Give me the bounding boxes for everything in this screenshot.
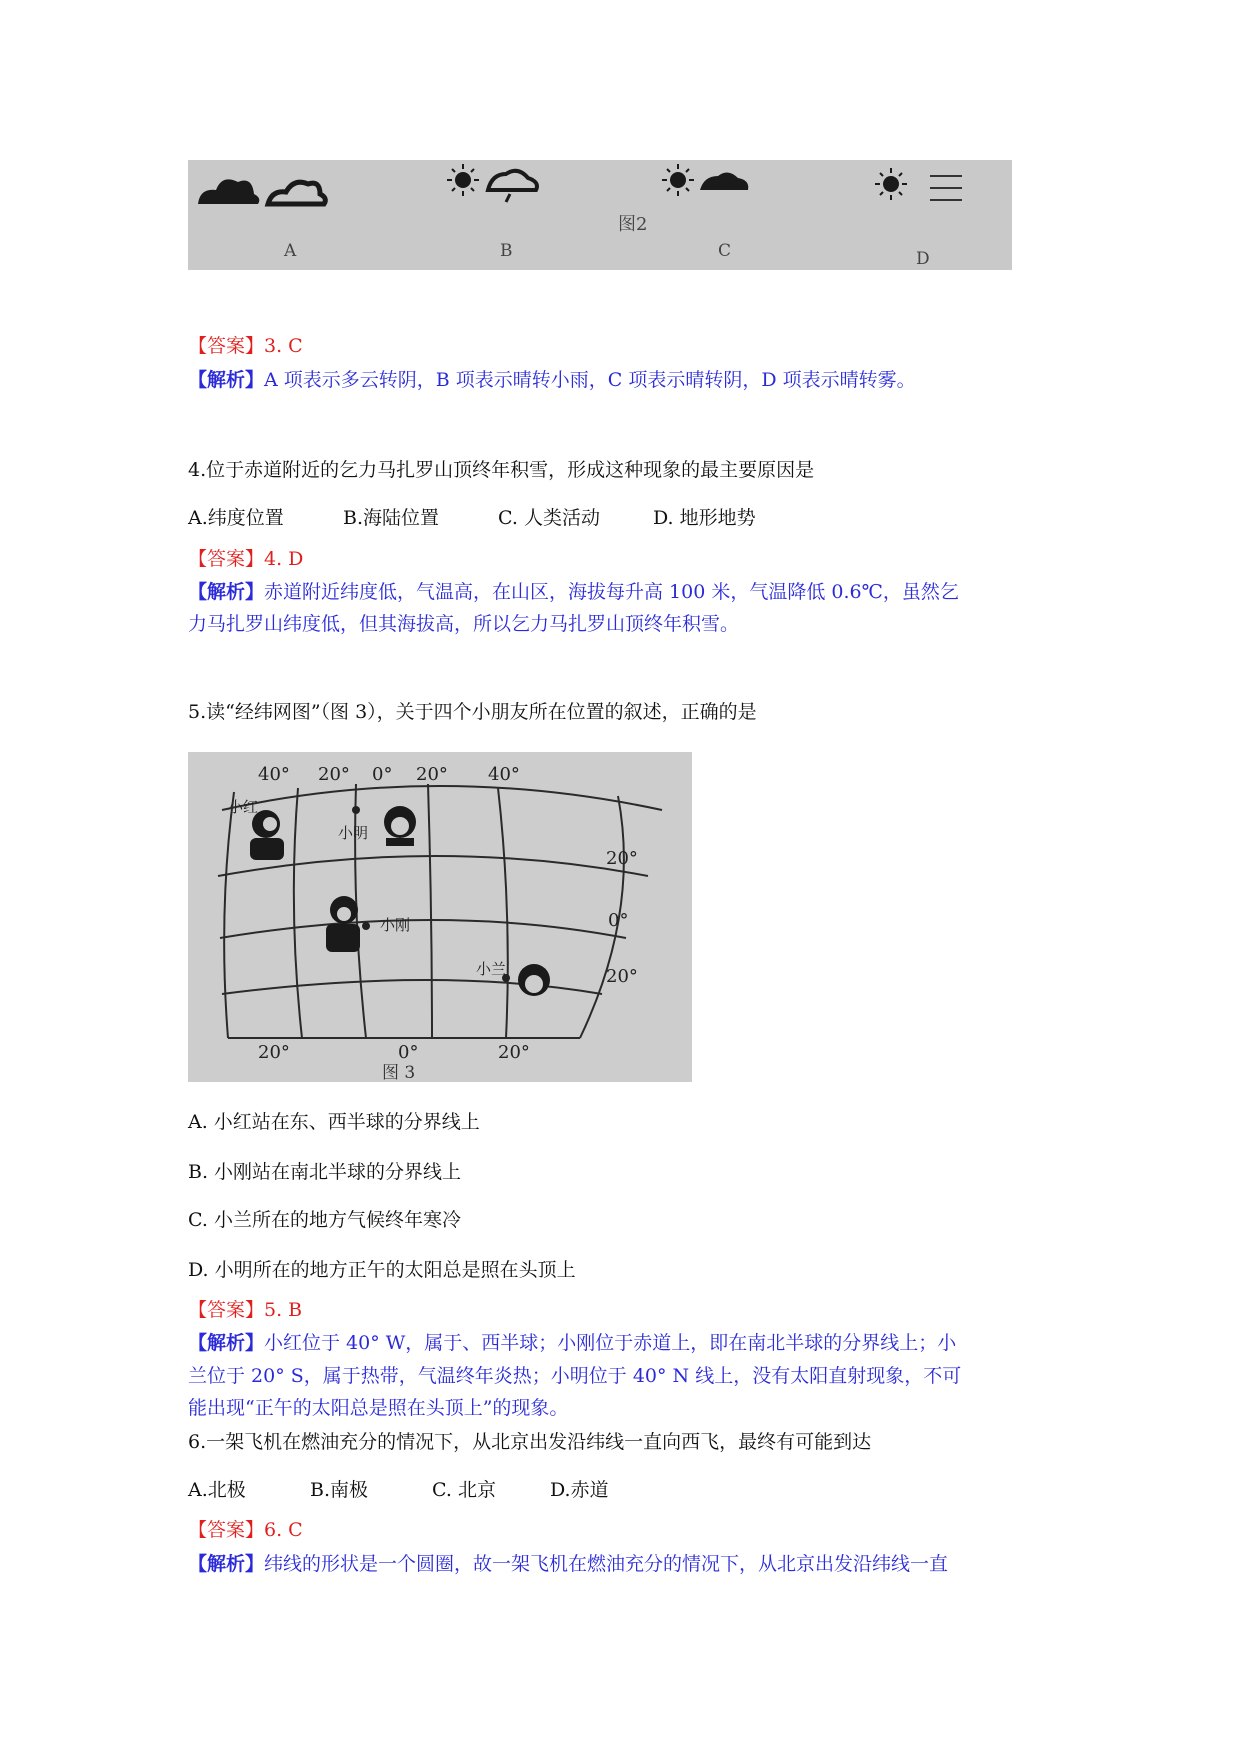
bottom-label-20e: 20° xyxy=(498,1042,530,1063)
child-xiaohong-icon xyxy=(250,810,284,860)
answer-tag: 【答案】 xyxy=(188,1519,265,1541)
child-xiaogang-icon xyxy=(326,896,370,952)
figure-2-weather-symbols xyxy=(188,160,1012,270)
answer-value: 4. D xyxy=(264,548,304,570)
q4-option-c: C. 人类活动 xyxy=(498,507,600,529)
q4-option-d: D. 地形地势 xyxy=(653,507,756,529)
explanation-text: 小红位于 40° W，属于、西半球；小刚位于赤道上，即在南北半球的分界线上；小 xyxy=(264,1332,957,1354)
top-label-40e: 40° xyxy=(488,764,520,785)
option-d-label: D xyxy=(916,249,930,269)
option-b-label: B xyxy=(500,241,513,261)
figure-3-caption: 图 3 xyxy=(382,1063,416,1082)
q5-explanation-line-2: 兰位于 20° S，属于热带，气温终年炎热；小明位于 40° N 线上，没有太阳直射现象，不可 xyxy=(188,1365,962,1387)
figure-3-graticule-map xyxy=(188,752,692,1082)
explanation-tag: 【解析】 xyxy=(188,1553,265,1575)
q5-explanation-line-3: 能出现“正午的太阳总是照在头顶上”的现象。 xyxy=(188,1397,569,1419)
explanation-tag: 【解析】 xyxy=(188,369,265,391)
q6-stem: 6.一架飞机在燃油充分的情况下，从北京出发沿纬线一直向西飞，最终有可能到达 xyxy=(188,1431,872,1453)
answer-tag: 【答案】 xyxy=(188,1299,265,1321)
top-label-40: 40° xyxy=(258,764,290,785)
figure-2-caption: 图2 xyxy=(618,214,648,235)
q5-answer xyxy=(188,1298,302,1322)
answer-tag: 【答案】 xyxy=(188,548,265,570)
q4-explanation-line-2: 力马扎罗山纬度低，但其海拔高，所以乞力马扎罗山顶终年积雪。 xyxy=(188,613,740,635)
explanation-tag: 【解析】 xyxy=(188,581,265,603)
q5-option-c: C. 小兰所在的地方气候终年寒冷 xyxy=(188,1209,461,1231)
q5-option-d: D. 小明所在的地方正午的太阳总是照在头顶上 xyxy=(188,1259,576,1281)
q5-option-a: A. 小红站在东、西半球的分界线上 xyxy=(188,1111,480,1133)
right-label-20s: 20° xyxy=(606,966,638,987)
top-label-0: 0° xyxy=(372,764,393,785)
explanation-text: 赤道附近纬度低，气温高，在山区，海拔每升高 100 米，气温降低 0.6℃，虽然乞 xyxy=(264,581,959,603)
top-label-20w: 20° xyxy=(318,764,350,785)
explanation-tag: 【解析】 xyxy=(188,1332,265,1354)
bottom-label-20w: 20° xyxy=(258,1042,290,1063)
fog-icon xyxy=(930,176,962,200)
latitude-line-40n xyxy=(222,786,662,810)
q4-option-a: A.纬度位置 xyxy=(188,507,284,529)
q6-explanation-line-1 xyxy=(188,1552,948,1576)
rain-cloud-icon xyxy=(488,171,537,202)
q6-answer xyxy=(188,1518,303,1542)
q5-stem: 5.读“经纬网图”（图 3），关于四个小朋友所在位置的叙述，正确的是 xyxy=(188,701,757,723)
q4-answer xyxy=(188,547,303,571)
q3-answer xyxy=(188,334,303,358)
meridian-40e xyxy=(498,788,508,1038)
child-xiaolan-icon xyxy=(502,964,550,996)
answer-tag: 【答案】 xyxy=(188,335,265,357)
meridian-left-edge xyxy=(224,792,234,1038)
q6-option-b: B.南极 xyxy=(310,1479,369,1501)
meridian-20e xyxy=(428,784,432,1038)
sun-icon xyxy=(875,168,907,200)
name-xiaohong: 小红 xyxy=(228,798,259,816)
top-label-20e: 20° xyxy=(416,764,448,785)
q4-options xyxy=(188,506,756,530)
q4-explanation-line-1 xyxy=(188,580,959,604)
right-label-0: 0° xyxy=(608,910,629,931)
sun-icon xyxy=(447,164,479,196)
latitude-line-20n xyxy=(218,856,648,876)
q6-option-a: A.北极 xyxy=(188,1479,246,1501)
cloud-outline-icon xyxy=(268,182,325,204)
q4-option-b: B.海陆位置 xyxy=(343,507,440,529)
explanation-text: A 项表示多云转阴，B 项表示晴转小雨，C 项表示晴转阴，D 项表示晴转雾。 xyxy=(264,369,916,391)
q6-options xyxy=(188,1478,609,1502)
option-c-label: C xyxy=(718,241,732,261)
bottom-label-0: 0° xyxy=(398,1042,419,1063)
q5-option-b: B. 小刚站在南北半球的分界线上 xyxy=(188,1161,462,1183)
answer-value: 3. C xyxy=(264,335,303,357)
option-a-label: A xyxy=(284,241,297,261)
weather-symbols-svg xyxy=(188,160,1012,270)
name-xiaogang: 小刚 xyxy=(380,916,411,934)
name-xiaolan: 小兰 xyxy=(476,960,507,978)
explanation-text: 纬线的形状是一个圆圈，故一架飞机在燃油充分的情况下，从北京出发沿纬线一直 xyxy=(264,1553,949,1575)
meridian-20w xyxy=(294,788,302,1038)
answer-value: 6. C xyxy=(264,1519,303,1541)
q5-explanation-line-1 xyxy=(188,1331,956,1355)
overcast-cloud-icon xyxy=(700,172,748,190)
q6-option-d: D.赤道 xyxy=(550,1479,609,1501)
sun-icon xyxy=(662,164,694,196)
q6-option-c: C. 北京 xyxy=(432,1479,496,1501)
latitude-line-0 xyxy=(220,920,626,938)
right-label-20n: 20° xyxy=(606,848,638,869)
name-xiaoming: 小明 xyxy=(338,824,369,842)
q4-stem: 4.位于赤道附近的乞力马扎罗山顶终年积雪，形成这种现象的最主要原因是 xyxy=(188,459,815,481)
cloud-filled-icon xyxy=(198,179,259,204)
q3-explanation xyxy=(188,368,916,392)
graticule-svg xyxy=(188,752,692,1082)
answer-value: 5. B xyxy=(264,1299,303,1321)
